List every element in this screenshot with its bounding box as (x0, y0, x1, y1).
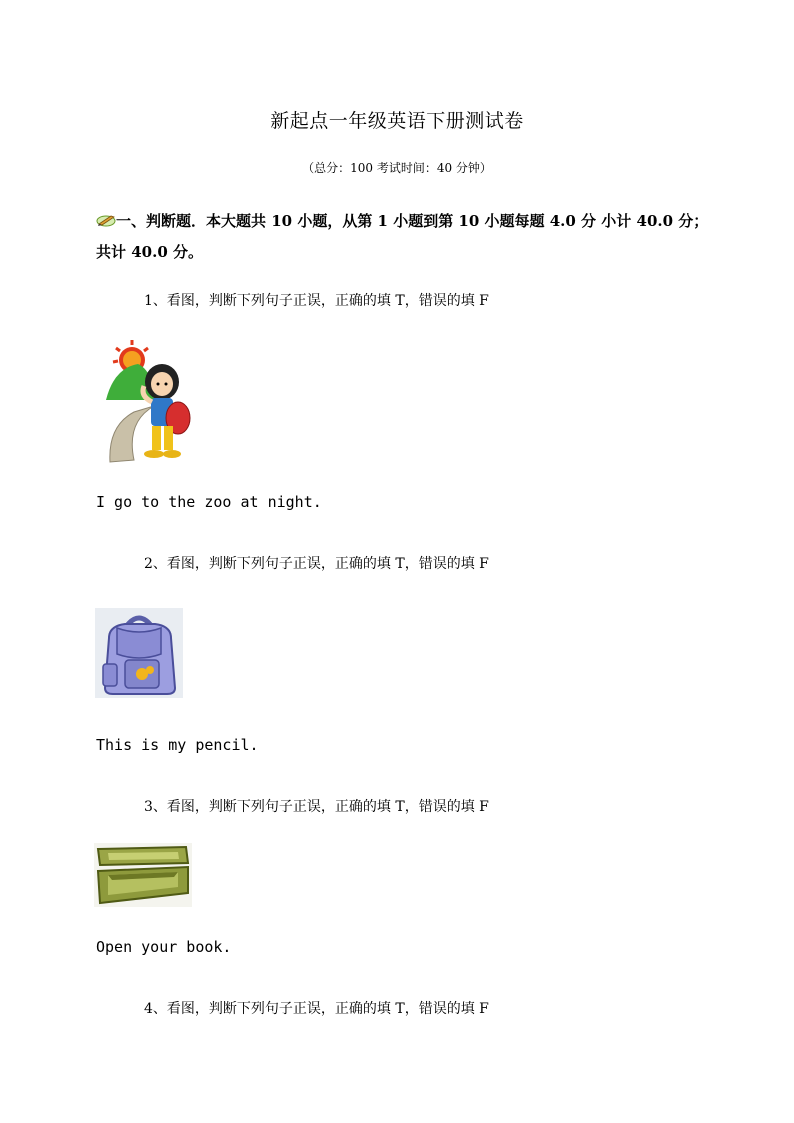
question-3-prompt: 3、看图，判断下列句子正误，正确的填 T，错误的填 F (144, 799, 489, 815)
page-title: 新起点一年级英语下册测试卷 (270, 110, 524, 132)
exam-info: （总分：100 考试时间：40 分钟） (302, 161, 492, 175)
question-4-prompt: 4、看图，判断下列句子正误，正确的填 T，错误的填 F (144, 1001, 489, 1017)
section-heading-line1: 一、判断题．本大题共 10 小题，从第 1 小题到第 10 小题每题 4.0 分 小计 40.0 分； (116, 212, 709, 230)
open-pencil-box-picture (94, 843, 192, 907)
question-2-prompt: 2、看图，判断下列句子正误，正确的填 T，错误的填 F (144, 556, 489, 572)
section-heading (96, 206, 716, 268)
question-1-prompt: 1、看图，判断下列句子正误，正确的填 T，错误的填 F (144, 293, 489, 309)
pencil-icon (96, 207, 116, 221)
schoolbag-picture (95, 608, 183, 698)
question-1-sentence: I go to the zoo at night. (96, 493, 322, 511)
girl-with-backpack-sun-picture (104, 340, 194, 464)
section-heading-line2: 共计 40.0 分。 (96, 243, 203, 261)
question-3-sentence: Open your book. (96, 938, 232, 956)
question-2-sentence: This is my pencil. (96, 736, 259, 754)
